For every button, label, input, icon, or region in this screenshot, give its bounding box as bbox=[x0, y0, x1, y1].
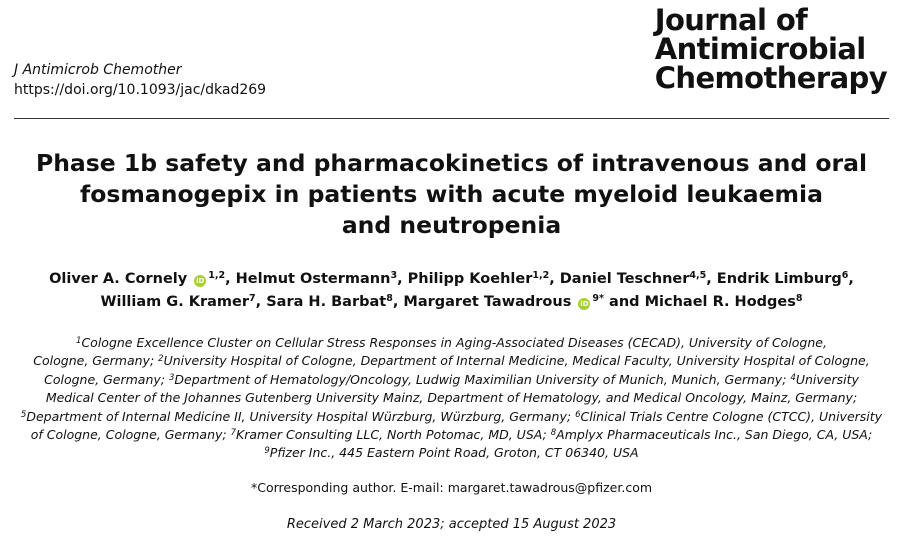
author-name: Helmut Ostermann bbox=[235, 271, 391, 287]
affiliation-line bbox=[8, 389, 895, 407]
affiliation-text: Cologne Excellence Cluster on Cellular Stress Responses in Aging-Associated Diseases (CECAD), University of Cologne, bbox=[81, 335, 827, 350]
affiliation-text: Department of Hematology/Oncology, Ludwig Maximilian University of Munich, Munich, Germany; bbox=[174, 371, 791, 387]
journal-reference bbox=[14, 60, 266, 100]
affiliations bbox=[8, 334, 895, 463]
affiliation-text: of Cologne, Cologne, Germany; bbox=[30, 427, 231, 443]
journal-abbreviation: J Antimicrob Chemother bbox=[14, 62, 182, 78]
author-affiliation-ref: 6 bbox=[841, 270, 849, 281]
author-affiliation-ref: 1,2 bbox=[208, 270, 226, 281]
logo-line-2: Antimicrobial bbox=[654, 32, 866, 66]
affiliation-number: 1 bbox=[76, 336, 82, 346]
title-line-1: Phase 1b safety and pharmacokinetics of intravenous and oral bbox=[35, 149, 868, 177]
affiliation-number: 9 bbox=[264, 446, 270, 457]
author-affiliation-ref: 1,2 bbox=[532, 270, 550, 281]
doi-link[interactable]: https://doi.org/10.1093/jac/dkad269 bbox=[14, 82, 267, 98]
affiliation-number: 5 bbox=[20, 409, 27, 420]
author-conjunction: and bbox=[609, 294, 640, 310]
logo-line-1: Journal of bbox=[654, 3, 808, 37]
author-name: Sara H. Barbat bbox=[266, 294, 387, 310]
affiliation-text: Department of Internal Medicine II, University Hospital Würzburg, Würzburg, Germany; bbox=[26, 408, 576, 424]
affiliation-line bbox=[8, 334, 895, 352]
affiliation-text: University Hospital of Cologne, Department of Internal Medicine, Medical Faculty, University Hospital of Cologne, bbox=[163, 353, 870, 369]
affiliation-number: 6 bbox=[575, 409, 581, 420]
author-affiliation-ref: 9* bbox=[592, 293, 604, 304]
affiliation-line bbox=[8, 371, 895, 389]
affiliation-text: Clinical Trials Centre Cologne (CTCC), University bbox=[580, 408, 883, 424]
received-accepted-dates: Received 2 March 2023; accepted 15 August 2023 bbox=[286, 517, 617, 532]
affiliation-text: Pfizer Inc., 445 Eastern Point Road, Groton, CT 06340, USA bbox=[269, 445, 639, 461]
corresponding-author: *Corresponding author. E-mail: margaret.tawadrous@pfizer.com bbox=[250, 480, 653, 495]
author-name: Margaret Tawadrous bbox=[403, 294, 572, 310]
author-name: Oliver A. Cornely bbox=[49, 271, 188, 287]
author-line-2: William G. Kramer$^7$, Sara H. Barbat$^8$, Margaret Tawadrous iD $^{9*}$ and Michael R. Hodges$^8$ bbox=[100, 293, 803, 310]
affiliation-text: Amplyx Pharmaceuticals Inc., San Diego, CA, USA; bbox=[556, 427, 873, 443]
affiliation-text: Medical Center of the Johannes Gutenberg University Mainz, Department of Hematology, and Medical Oncology, Mainz, Germany; bbox=[45, 390, 858, 406]
author-name: Endrik Limburg bbox=[716, 271, 842, 287]
author-affiliation-ref: 3 bbox=[390, 270, 398, 281]
affiliation-text: Cologne, Germany; bbox=[33, 353, 159, 369]
author-line-1: Oliver A. Cornely iD $^{1,2}$, Helmut Ostermann$^3$, Philipp Koehler$^{1,2}$, Daniel Teschner$^{4,5}$, Endrik Limburg$^6$, bbox=[49, 270, 854, 287]
author-list bbox=[0, 268, 903, 314]
author-affiliation-ref: 8 bbox=[795, 293, 803, 304]
affiliation-number: 8 bbox=[550, 428, 557, 439]
affiliation-line bbox=[8, 352, 895, 370]
author-affiliation-ref: 4,5 bbox=[689, 270, 707, 281]
header-divider bbox=[14, 118, 889, 119]
author-name: Michael R. Hodges bbox=[644, 294, 796, 310]
author-name: Philipp Koehler bbox=[407, 271, 533, 287]
author-name: Daniel Teschner bbox=[559, 271, 690, 287]
affiliation-line bbox=[8, 426, 895, 444]
author-affiliation-ref: 7 bbox=[249, 293, 256, 304]
author-name: William G. Kramer bbox=[100, 294, 250, 310]
article-title bbox=[0, 148, 903, 241]
orcid-icon[interactable]: iD bbox=[580, 300, 589, 308]
logo-line-3: Chemotherapy bbox=[654, 61, 887, 95]
journal-logo bbox=[654, 3, 887, 95]
affiliation-number: 3 bbox=[168, 372, 175, 383]
affiliation-text: Kramer Consulting LLC, North Potomac, MD, USA; bbox=[236, 427, 551, 443]
title-line-3: and neutropenia bbox=[341, 211, 562, 239]
affiliation-number: 7 bbox=[230, 428, 237, 439]
orcid-icon[interactable]: iD bbox=[196, 277, 205, 285]
affiliation-number: 4 bbox=[790, 372, 796, 383]
affiliation-line bbox=[8, 408, 895, 426]
affiliation-text: University bbox=[795, 371, 859, 387]
title-line-2: fosmanogepix in patients with acute myeloid leukaemia bbox=[80, 180, 823, 208]
affiliation-number: 2 bbox=[158, 354, 164, 365]
affiliation-line bbox=[8, 444, 895, 462]
affiliation-text: Cologne, Germany; bbox=[44, 371, 169, 387]
author-affiliation-ref: 8 bbox=[386, 293, 393, 304]
